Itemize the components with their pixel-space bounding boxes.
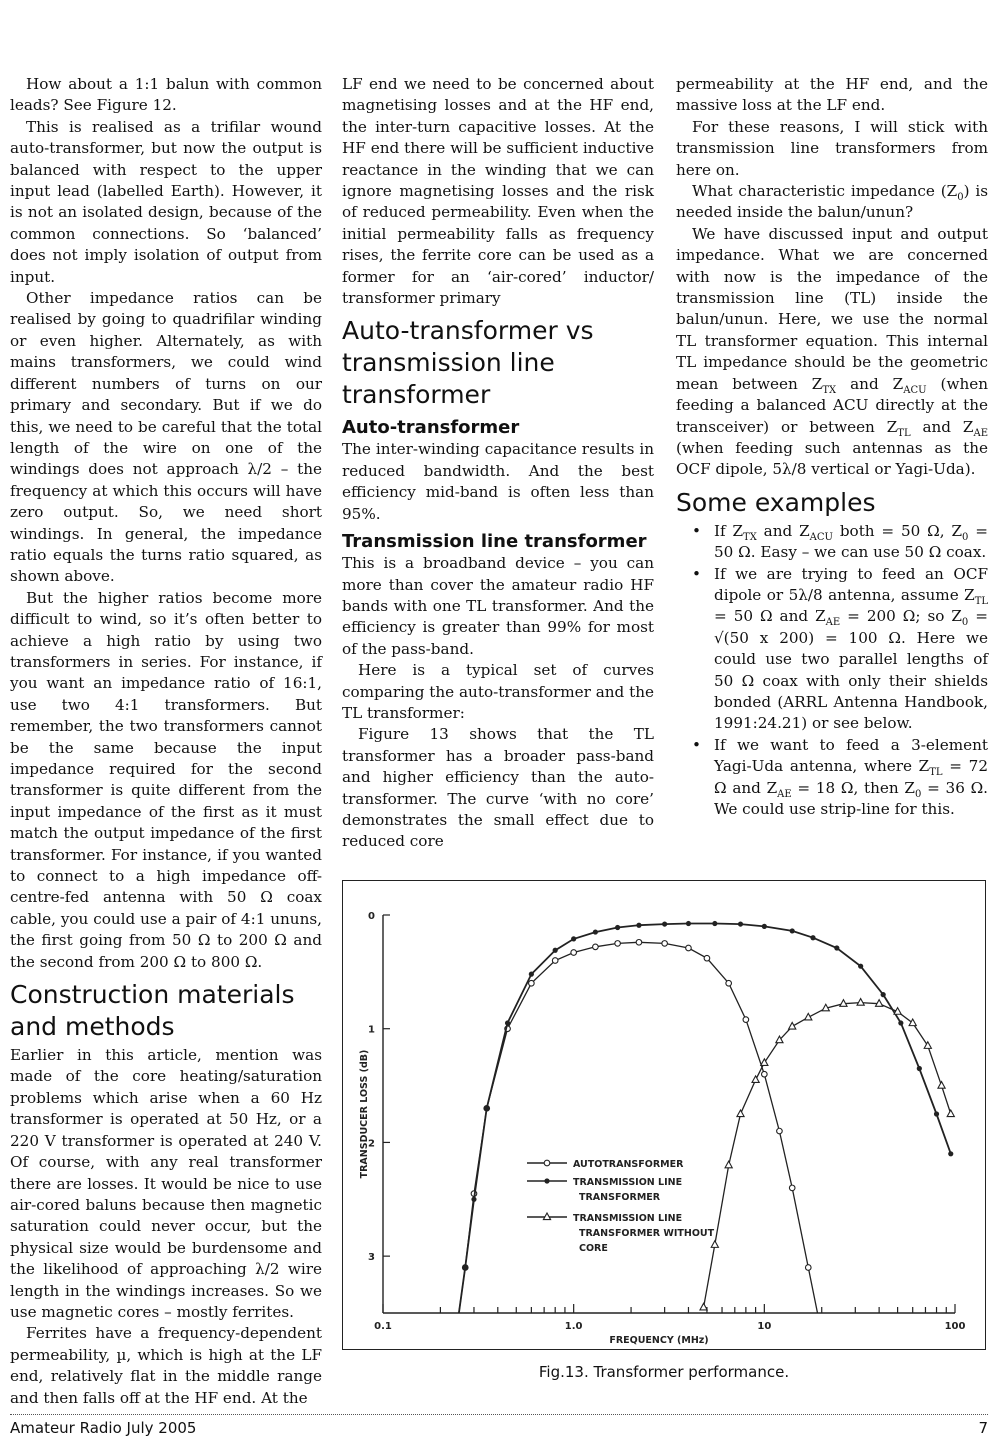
data-point: [789, 1022, 796, 1029]
paragraph: Figure 13 shows that the TL transformer has a broader pass-band and higher efficiency than the auto-transformer. The curve ‘with no core’ demonstrates the small effect due to reduced core: [342, 725, 654, 851]
data-point: [615, 925, 620, 930]
series-line: [459, 942, 818, 1313]
data-point: [636, 939, 642, 945]
paragraph: But the higher ratios become more difficult to wind, so it’s often better to achieve a high ratio by using two transformers in series. For instance, if you want an impedance ratio of 16:1, use two 4:1 transformers. But remember, the two transformers cannot be the same because the input impedance required for the second transformer is quite different from the input impedance of the first as it must match the output impedance of the first transformer. For instance, if you wanted to connect to a high impedance off-centre-fed antenna with 50 Ω coax cable, you could use a pair of 4:1 ununs, the first going from 50 Ω to 200 Ω and the second from 200 Ω to 800 Ω.: [10, 588, 322, 971]
subscript: 0: [962, 531, 969, 543]
paragraph: Other impedance ratios can be realised by going to quadrifilar winding or even higher. Alternately, as with mains transformers, we could wind different numbers of turns on our primary and secondary. But if we do this, we need to be careful that the total length of the wire on one of the windings does not approach λ/2 – the frequency at which this occurs will have zero output. So, we need short windings. In general, the impedance ratio equals the turns ratio squared, as shown above.: [10, 289, 322, 586]
x-tick-label: 0.1: [374, 1321, 392, 1332]
text: and Z: [756, 521, 810, 540]
data-point: [858, 964, 863, 969]
paragraph: [676, 181, 988, 224]
list-item: [696, 521, 988, 564]
text: and Z: [910, 417, 974, 436]
subscript: 0: [957, 192, 964, 204]
data-point: [712, 921, 717, 926]
data-point: [686, 945, 692, 951]
legend-label: AUTOTRANSFORMER: [573, 1159, 684, 1170]
text: = 36 Ω. We could use strip-line for this.: [714, 778, 988, 818]
legend-label: CORE: [579, 1243, 608, 1254]
list-item: [696, 564, 988, 735]
paragraph: This is realised as a trifilar wound auto-transformer, but now the output is balanced with respect to the upper input lead (labelled Earth). However, it is not an isolated design, because of the common connections. So ‘balanced’ does not imply isolation of output from input.: [10, 117, 322, 286]
x-tick-label: 100: [944, 1321, 966, 1332]
data-point: [917, 1066, 922, 1071]
data-point: [726, 980, 732, 986]
y-tick-label: 0: [368, 911, 375, 922]
column-2: [342, 74, 654, 853]
data-point: [593, 944, 599, 950]
data-point: [471, 1197, 476, 1202]
paragraph: How about a 1:1 balun with common leads? See Figure 12.: [10, 75, 322, 115]
text: What characteristic impedance (Z: [692, 182, 958, 201]
section-heading: Construction materials and methods: [10, 980, 295, 1042]
section-heading: Some examples: [676, 487, 876, 517]
subscript: TX: [822, 384, 837, 396]
subscript: AE: [825, 617, 841, 629]
text: If we want to feed a 3-element Yagi-Uda antenna, where Z: [714, 735, 988, 776]
x-tick-label: 10: [757, 1321, 772, 1332]
y-axis-label: TRANSDUCER LOSS (dB): [359, 1049, 370, 1179]
data-point: [552, 958, 558, 964]
data-point: [834, 945, 839, 950]
data-point: [704, 955, 710, 961]
text: If Z: [714, 521, 744, 540]
data-point: [938, 1082, 945, 1089]
text: = 50 Ω and Z: [714, 607, 826, 626]
y-tick-label: 1: [368, 1024, 375, 1036]
section-heading: Auto-transformer vs transmission line transformer: [342, 316, 594, 410]
data-point: [505, 1020, 510, 1025]
examples-list: [676, 521, 988, 821]
paragraph: For these reasons, I will stick with transmission line transformers from here on.: [676, 117, 988, 179]
legend-label: TRANSFORMER: [579, 1192, 661, 1203]
data-point: [948, 1151, 953, 1156]
column-3: [676, 74, 988, 820]
subsection-heading: Auto-transformer: [342, 417, 520, 439]
data-point: [762, 924, 767, 929]
subscript: ACU: [809, 531, 833, 543]
data-point: [909, 1019, 916, 1026]
subscript: 0: [914, 788, 922, 800]
text: both = 50 Ω, Z: [832, 521, 963, 540]
data-point: [857, 999, 864, 1006]
data-point: [662, 921, 667, 926]
data-point: [725, 1161, 732, 1168]
text: = 72 Ω and Z: [714, 757, 988, 797]
paragraph: Ferrites have a frequency-dependent permeability, µ, which is high at the LF end, relatively flat in the middle range and then falls off at the HF end. At the: [10, 1324, 322, 1407]
data-point: [553, 948, 558, 953]
y-tick-label: 2: [368, 1138, 375, 1150]
paragraph: Earlier in this article, mention was made of the core heating/saturation problems which arise when a 60 Hz transformer is operated at 50 Hz, or a 220 V transformer is operated at 240 V. Of course, with any real transformer there are losses. It would be nice to use air-cored baluns because then magnetic saturation could never occur, but the physical size would be burdensome and the likelihood of approaching λ/2 wire length in the windings increases. So we use magnetic cores – mostly ferrites.: [10, 1046, 322, 1321]
series-line: [704, 1003, 951, 1308]
data-point: [789, 1185, 795, 1191]
x-tick-label: 1.0: [564, 1321, 583, 1332]
data-point: [898, 1020, 903, 1025]
paragraph: This is a broadband device – you can more than cover the amateur radio HF bands with one TL transformer. And the efficiency is greater than 99% for most of the pass-band.: [342, 554, 654, 658]
figure-caption: Fig.13. Transformer performance.: [538, 1363, 790, 1381]
subscript: TL: [929, 767, 943, 779]
paragraph: The inter-winding capacitance results in reduced bandwidth. And the best efficiency mid-band is often less than 95%.: [342, 440, 654, 523]
subscript: TL: [897, 427, 911, 439]
data-point: [777, 1128, 783, 1134]
data-point: [615, 941, 621, 947]
text: (when feeding such antennas as the OCF dipole, 5λ/8 vertical or Yagi-Uda).: [676, 438, 988, 479]
text: = 50 Ω. Easy – we can use 50 Ω coax.: [714, 521, 988, 562]
data-point: [934, 1111, 939, 1116]
subscript: 0: [961, 617, 969, 629]
text: = 200 Ω; so Z: [840, 607, 962, 626]
figure-13: [342, 880, 986, 1350]
subscript: TX: [743, 531, 757, 543]
subsection-heading: Transmission line transformer: [342, 531, 647, 553]
subscript: AE: [973, 427, 988, 439]
paragraph: LF end we need to be concerned about magnetising losses and at the HF end, the inter-turn capacitive losses. At the HF end there will be sufficient inductive reactance in the winding that we can ignore magnetising losses and the risk of reduced permeability. Even when the initial permeability falls as frequency rises, the ferrite core can be used as a former for an ‘air-cored’ inductor/ transformer primary: [342, 75, 654, 308]
data-point: [805, 1265, 811, 1271]
data-point: [700, 1303, 707, 1310]
footer-publication: Amateur Radio July 2005: [10, 1419, 197, 1437]
x-axis-label: FREQUENCY (MHz): [609, 1335, 709, 1346]
legend-label: TRANSFORMER WITHOUT: [579, 1228, 715, 1239]
subscript: ACU: [903, 384, 927, 396]
data-point: [738, 921, 743, 926]
data-point: [484, 1106, 489, 1111]
paragraph: Here is a typical set of curves comparing the auto-transformer and the TL transformer:: [342, 661, 654, 722]
page-number: 7: [978, 1419, 988, 1437]
column-1: [10, 74, 322, 1409]
data-point: [544, 1178, 549, 1183]
data-point: [762, 1071, 768, 1077]
subscript: AE: [777, 788, 792, 800]
data-point: [790, 928, 795, 933]
text: and Z: [836, 374, 904, 393]
data-point: [737, 1110, 744, 1117]
y-tick-label: 3: [368, 1252, 375, 1264]
text: = √(50 x 200) = 100 Ω. Here we could use two parallel lengths of 50 Ω coax with only their shields bonded (ARRL Antenna Handbook, 1991:24.21) or see below.: [714, 607, 988, 733]
paragraph: permeability at the HF end, and the massive loss at the LF end.: [676, 75, 988, 115]
data-point: [529, 972, 534, 977]
data-point: [743, 1017, 749, 1023]
data-point: [636, 923, 641, 928]
data-point: [571, 950, 577, 956]
text: If we are trying to feed an OCF dipole or 5λ/8 antenna, assume Z: [714, 564, 988, 604]
legend-label: TRANSMISSION LINE: [573, 1213, 683, 1224]
data-point: [544, 1160, 550, 1166]
list-item: [696, 735, 988, 821]
data-point: [881, 992, 886, 997]
subscript: TL: [974, 595, 988, 607]
data-point: [593, 929, 598, 934]
paragraph: [676, 224, 988, 481]
data-point: [686, 921, 691, 926]
footer-divider: [10, 1414, 988, 1415]
data-point: [947, 1110, 954, 1117]
data-point: [571, 936, 576, 941]
data-point: [463, 1265, 468, 1270]
legend-label: TRANSMISSION LINE: [573, 1177, 683, 1188]
data-point: [711, 1241, 718, 1248]
text: We have discussed input and output impedance. What we are concerned with now is the impedance of the transmission line (TL) inside the balun/unun. Here, we use the normal TL transformer equation. This internal TL impedance should be the geometric mean between Z: [676, 224, 988, 393]
text: = 18 Ω, then Z: [791, 778, 915, 797]
text: ) is needed inside the balun/unun?: [676, 182, 988, 222]
text: (when feeding a balanced ACU directly at the transceiver) or between Z: [676, 374, 988, 436]
data-point: [662, 941, 668, 947]
data-point: [752, 1076, 759, 1083]
transducer-loss-chart: [343, 881, 987, 1351]
data-point: [810, 935, 815, 940]
data-point: [529, 980, 535, 986]
